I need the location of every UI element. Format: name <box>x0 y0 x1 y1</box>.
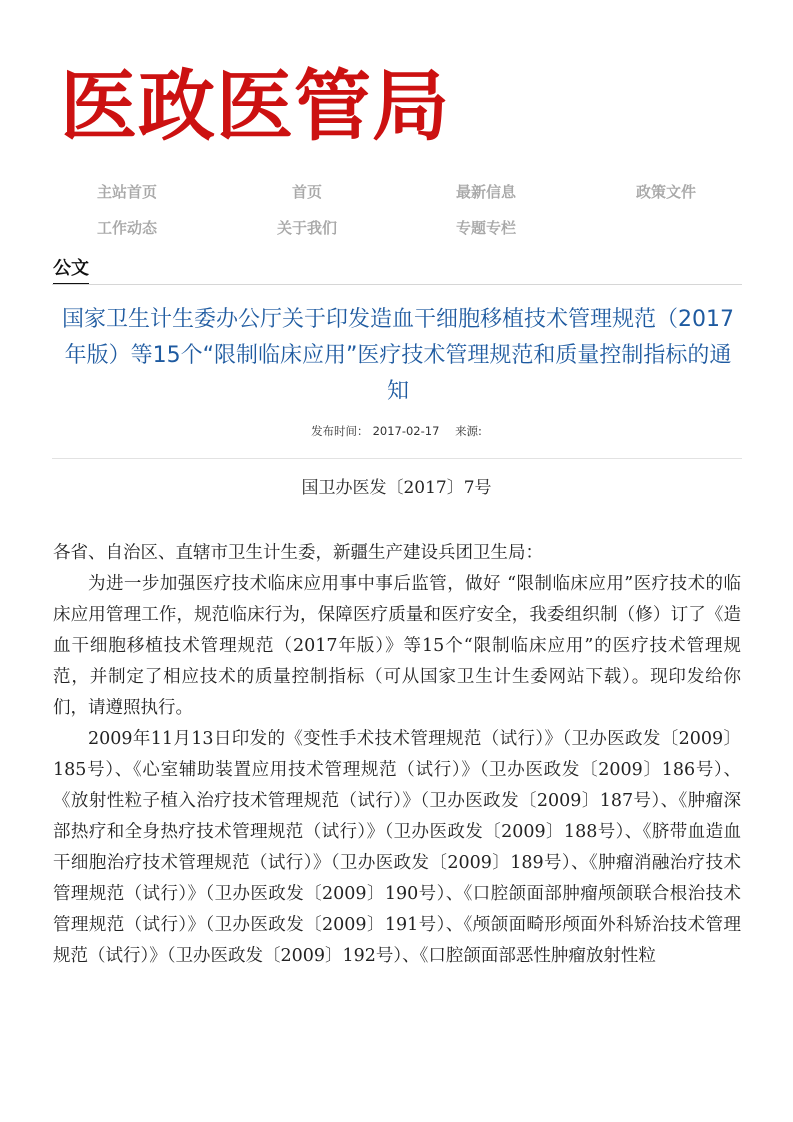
nav-row-1 <box>0 180 793 216</box>
salutation: 各省、自治区、直辖市卫生计生委，新疆生产建设兵团卫生局： <box>53 543 543 563</box>
nav-item-about-us[interactable]: 关于我们 <box>276 219 337 237</box>
nav-item-policy-files[interactable]: 政策文件 <box>635 183 696 201</box>
nav-item-latest-news[interactable]: 最新信息 <box>455 183 516 201</box>
publish-label: 发布时间： <box>311 424 369 438</box>
section-divider <box>52 284 742 285</box>
site-logo[interactable]: 医政医管局 <box>60 63 450 152</box>
nav-item-work-news[interactable]: 工作动态 <box>96 219 157 237</box>
article-title: 国家卫生计生委办公厅关于印发造血干细胞移植技术管理规范（2017年版）等15个“限制临床应用”医疗技术管理规范和质量控制指标的通知 <box>62 307 734 404</box>
section-label[interactable]: 公文 <box>53 256 89 285</box>
paragraph-1: 为进一步加强医疗技术临床应用事中事后监管，做好 “限制临床应用”医疗技术的临床应用管理工作，规范临床行为，保障医疗质量和医疗安全，我委组织制（修）订了《造血干细胞移植技术管理规范（2017年版）》等15个“限制临床应用”的医疗技术管理规范，并制定了相应技术的质量控制指标（可从国家卫生计生委网站下载）。现印发给你们，请遵照执行。 <box>53 574 742 718</box>
document-number: 国卫办医发〔2017〕7号 <box>301 478 492 498</box>
nav-item-main-home[interactable]: 主站首页 <box>96 183 157 201</box>
publish-date: 2017-02-17 <box>372 424 440 438</box>
article-meta <box>0 422 793 440</box>
paragraph-2: 2009年11月13日印发的《变性手术技术管理规范（试行）》（卫办医政发〔2009〕185号）、《心室辅助装置应用技术管理规范（试行）》（卫办医政发〔2009〕186号）、《放射性粒子植入治疗技术管理规范（试行）》（卫办医政发〔2009〕187号）、《肿瘤深部热疗和全身热疗技术管理规范（试行）》（卫办医政发〔2009〕188号）、《脐带血造血干细胞治疗技术管理规范（试行）》（卫办医政发〔2009〕189号）、《肿瘤消融治疗技术管理规范（试行）》（卫办医政发〔2009〕190号）、《口腔颌面部肿瘤颅颌联合根治技术管理规范（试行）》（卫办医政发〔2009〕191号）、《颅颌面畸形颅面外科矫治技术管理规范（试行）》（卫办医政发〔2009〕192号）、《口腔颌面部恶性肿瘤放射性粒 <box>53 729 741 966</box>
main-nav <box>0 180 793 252</box>
nav-item-special-topics[interactable]: 专题专栏 <box>455 219 516 237</box>
meta-divider <box>52 458 742 459</box>
article-body <box>53 538 741 972</box>
nav-item-home[interactable]: 首页 <box>291 183 322 201</box>
source-label: 来源: <box>455 424 482 438</box>
nav-row-2 <box>0 216 793 252</box>
